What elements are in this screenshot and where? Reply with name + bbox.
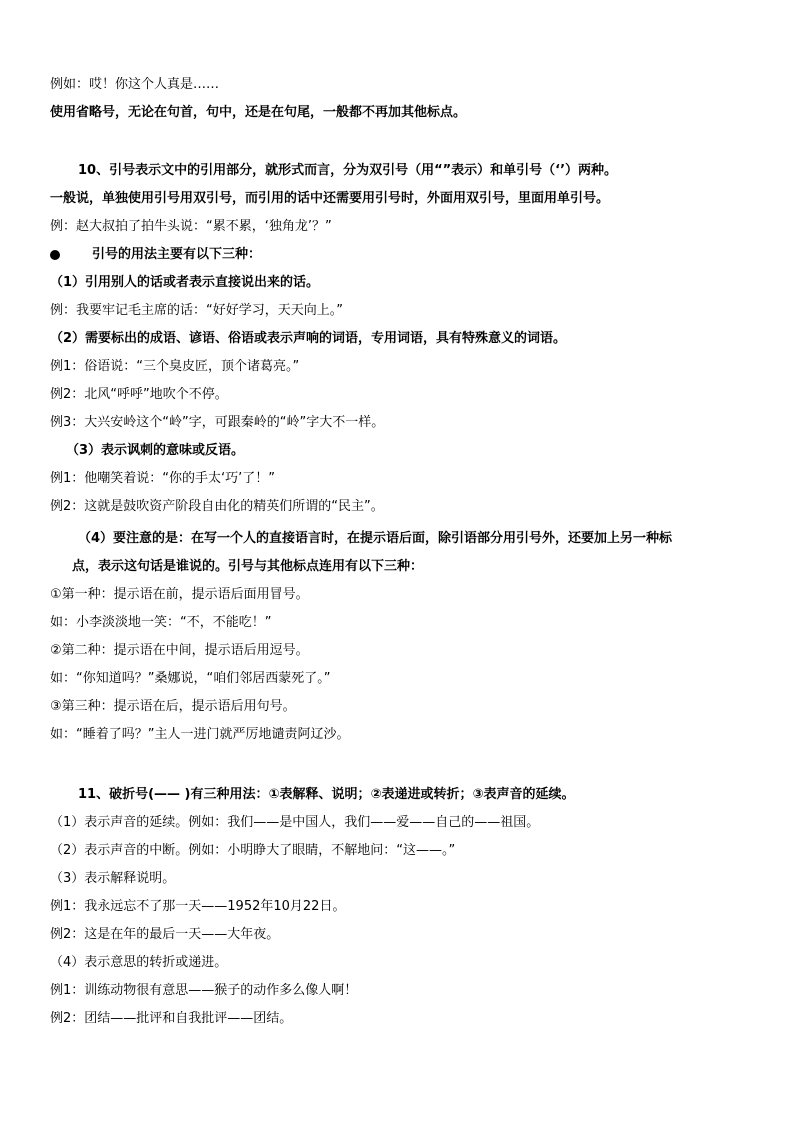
- example-line: 例2：这就是鼓吹资产阶段自由化的精英们所谓的“民主”。: [50, 499, 384, 514]
- example-line: 例1：我永远忘不了那一天——1952年10月22日。: [50, 899, 346, 914]
- example-line: 例2：北风“呼呼”地吹个不停。: [50, 387, 228, 402]
- section-heading: 11、破折号(—— )有三种用法：①表解释、说明；②表递进或转折；③表声音的延续。: [78, 787, 575, 802]
- section-heading: 10、引号表示文中的引用部分，就形式而言，分为双引号（用“”表示）和单引号（‘’）两种。: [78, 163, 618, 178]
- example-line: 例：我要牢记毛主席的话：“好好学习，天天向上。”: [50, 303, 343, 318]
- text-line: （4）表示意思的转折或递进。: [50, 955, 228, 970]
- text-line: （3）表示讽刺的意味或反语。: [66, 443, 245, 458]
- text-line: （3）表示解释说明。: [50, 871, 176, 886]
- example-line: 例：赵大叔拍了拍牛头说：“累不累，‘独角龙’？”: [50, 219, 332, 234]
- text-line: （2）表示声音的中断。例如：小明睁大了眼睛，不解地问：“这——。”: [50, 843, 456, 858]
- bullet-icon: [50, 250, 60, 260]
- text-line: 一般说，单独使用引号用双引号，而引用的话中还需要用引号时，外面用双引号，里面用单引号。: [50, 191, 610, 206]
- example-line: 例1：俗语说：“三个臭皮匠，顶个诸葛亮。”: [50, 359, 300, 374]
- text-line: 点，表示这句话是谁说的。引号与其他标点连用有以下三种：: [72, 559, 424, 574]
- text-line: ③第三种：提示语在后，提示语后用句号。: [50, 699, 296, 714]
- subheading: 引号的用法主要有以下三种：: [92, 247, 262, 262]
- text-line: 例如：哎！你这个人真是……: [50, 77, 220, 92]
- text-line: ①第一种：提示语在前，提示语后面用冒号。: [50, 587, 309, 602]
- text-line: （1）引用别人的话或者表示直接说出来的话。: [50, 275, 320, 290]
- text-line: （4）要注意的是：在写一个人的直接语言时，在提示语后面，除引语部分用引号外，还要加上另一种标: [78, 531, 673, 546]
- example-line: 如：“你知道吗？”桑娜说，“咱们邻居西蒙死了。”: [50, 671, 331, 686]
- text-line: （1）表示声音的延续。例如：我们——是中国人，我们——爱——自己的——祖国。: [50, 815, 540, 830]
- example-line: 例2：这是在年的最后一天——大年夜。: [50, 927, 280, 942]
- example-line: 例3：大兴安岭这个“岭”字，可跟秦岭的“岭”字大不一样。: [50, 415, 385, 430]
- example-line: 例1：他嘲笑着说：“你的手太‘巧’了！”: [50, 471, 276, 486]
- text-line: 使用省略号，无论在句首，句中，还是在句尾，一般都不再加其他标点。: [50, 105, 467, 120]
- text-line: （2）需要标出的成语、谚语、俗语或表示声响的词语，专用词语，具有特殊意义的词语。: [50, 331, 567, 346]
- example-line: 如：小李淡淡地一笑：“不，不能吃！”: [50, 615, 272, 630]
- example-line: 例2：团结——批评和自我批评——团结。: [50, 1011, 293, 1026]
- example-line: 例1：训练动物很有意思——猴子的动作多么像人啊！: [50, 983, 358, 998]
- text-line: ②第二种：提示语在中间，提示语后用逗号。: [50, 643, 309, 658]
- example-line: 如：“睡着了吗？”主人一进门就严厉地谴责阿辽沙。: [50, 727, 350, 742]
